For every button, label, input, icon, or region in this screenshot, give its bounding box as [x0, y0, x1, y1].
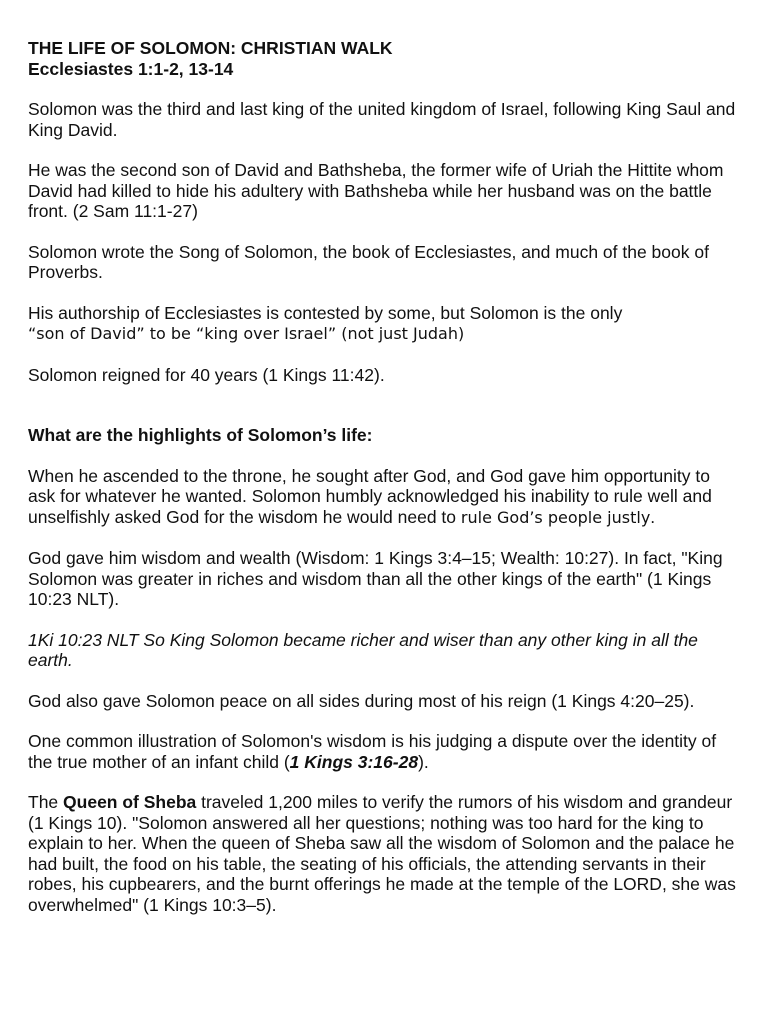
paragraph-scripture-quote: 1Ki 10:23 NLT So King Solomon became richer and wiser than any other king in all the earth. — [28, 629, 698, 670]
judgment-reference: 1 Kings 3:16-28 — [289, 751, 419, 772]
paragraph-wisdom-wealth: God gave him wisdom and wealth (Wisdom: 1 Kings 3:4–15; Wealth: 10:27). In fact, "King Solomon was greater in riches and wisdom than all the other kings of the earth" (1 Kings 10:23 NLT). — [28, 548, 723, 609]
sheba-text: traveled 1,200 miles to verify the rumors of his wisdom and grandeur (1 Kings 10). "Solomon answered all her questions; nothing was too hard for the king to explain to her. When the queen of Sheba saw all the wisdom of Solomon and the palace he had built, the food on his table, the seating of his officials, the attending servants in their robes, his cupbearers, and the burnt offerings he made at the temple of the LORD, she was overwhelmed" (1 Kings 10:3–5). — [28, 792, 736, 915]
authorship-line-2: “son of David” to be “king over Israel” (not just Judah) — [28, 324, 465, 343]
document-title: THE LIFE OF SOLOMON: CHRISTIAN WALK — [28, 38, 393, 58]
throne-text: When he ascended to the throne, he sought after God, and God gave him opportunity to ask for whatever he wanted. Solomon humbly acknowledged his inability to rule well and unselfishly asked God for the wisdom he would need to — [28, 465, 712, 527]
sheba-name: Queen of Sheba — [63, 792, 197, 812]
paragraph-queen-of-sheba — [28, 792, 738, 915]
document-subtitle: Ecclesiastes 1:1-2, 13-14 — [28, 58, 234, 79]
paragraph-kingdom: Solomon was the third and last king of the united kingdom of Israel, following King Saul and King David. — [28, 99, 736, 140]
paragraph-peace: God also gave Solomon peace on all sides during most of his reign (1 Kings 4:20–25). — [28, 690, 695, 711]
sheba-lead: The — [28, 792, 64, 812]
paragraph-parentage: He was the second son of David and Bathsheba, the former wife of Uriah the Hittite whom David had killed to hide his adultery with Bathsheba while her husband was on the battle front. (2 Sam 11:1-27) — [28, 160, 724, 221]
paragraph-authorship — [28, 303, 738, 345]
section-heading: What are the highlights of Solomon’s life: — [28, 425, 373, 445]
judgment-close: ). — [418, 751, 429, 772]
paragraph-judgment — [28, 731, 738, 772]
authorship-line-1: His authorship of Ecclesiastes is contested by some, but Solomon is the only — [28, 302, 623, 323]
throne-text-end: rule God’s people justly — [460, 507, 651, 527]
paragraph-reign: Solomon reigned for 40 years (1 Kings 11:42). — [28, 364, 385, 385]
throne-period: . — [650, 506, 656, 527]
judgment-text: One common illustration of Solomon's wisdom is his judging a dispute over the identity of the true mother of an infant child ( — [28, 731, 717, 772]
paragraph-throne — [28, 466, 738, 529]
paragraph-writings: Solomon wrote the Song of Solomon, the book of Ecclesiastes, and much of the book of Proverbs. — [28, 241, 709, 282]
